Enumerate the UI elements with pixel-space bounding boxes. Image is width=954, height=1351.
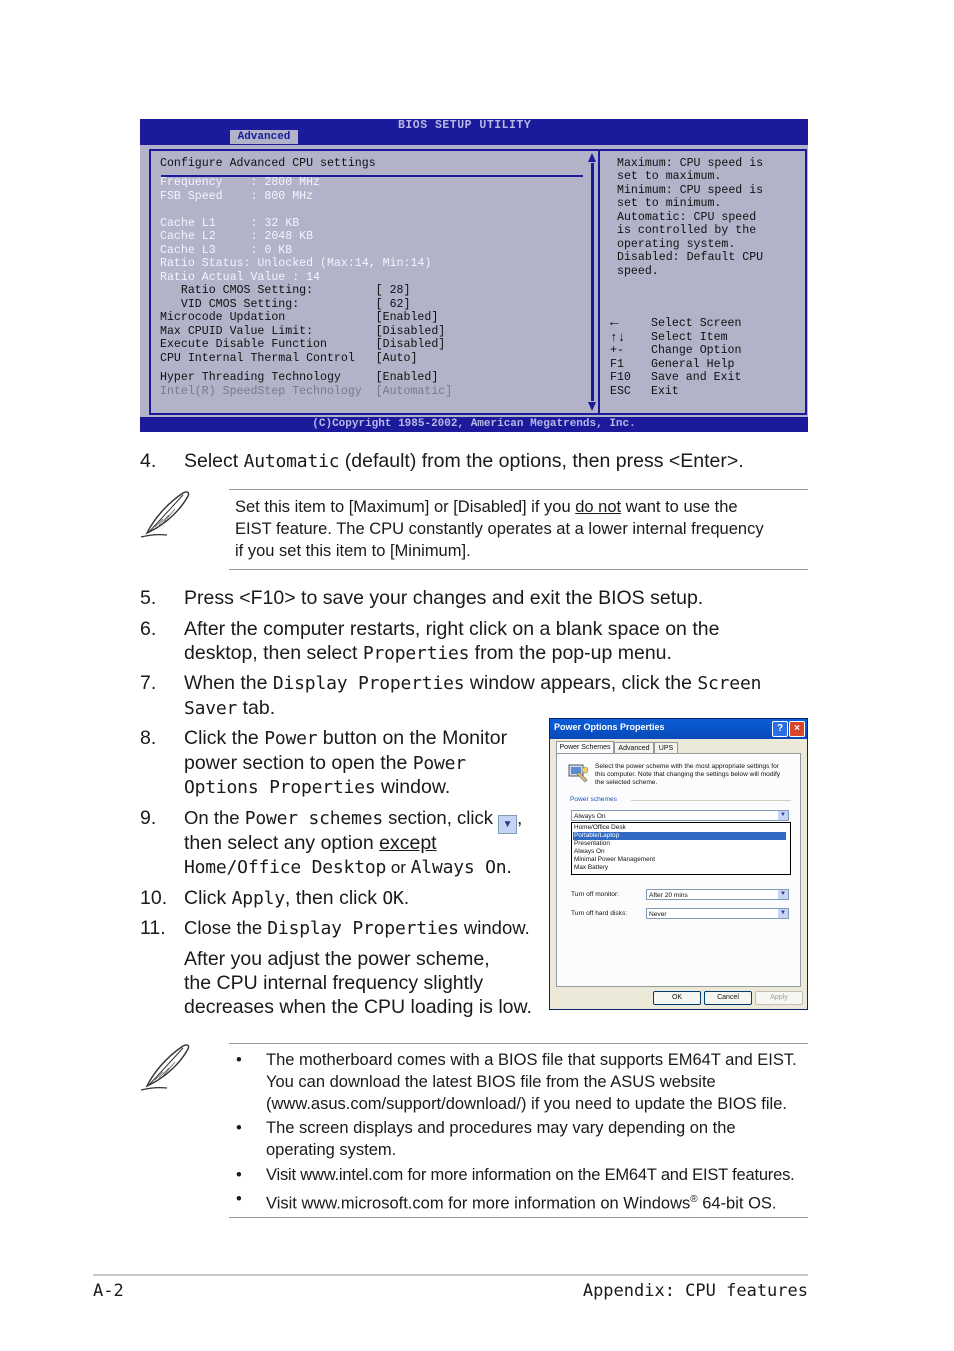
bios-line-cache-l1: Cache L1 : 32 KB bbox=[160, 217, 300, 230]
footer-section-title: Appendix: CPU features bbox=[582, 1281, 808, 1301]
tab-power-schemes[interactable]: Power Schemes bbox=[556, 741, 614, 755]
step-9-line-2 bbox=[184, 831, 437, 856]
option-name: Automatic bbox=[243, 451, 340, 472]
text: On the bbox=[184, 807, 245, 828]
monitor-timeout-select[interactable] bbox=[646, 889, 789, 900]
key-desc: Exit bbox=[651, 385, 679, 398]
text: Close the bbox=[184, 917, 268, 938]
text: (default) from the options, then press <Enter>. bbox=[339, 450, 744, 472]
footer-rule bbox=[93, 1274, 808, 1276]
text: Click bbox=[184, 887, 232, 909]
step-10 bbox=[184, 886, 409, 912]
note-2-line: operating system. bbox=[266, 1141, 397, 1159]
bios-help-line: Disabled: Default CPU bbox=[617, 251, 764, 264]
bios-title: BIOS SETUP UTILITY bbox=[398, 119, 532, 132]
text: button on the Monitor bbox=[317, 727, 508, 749]
bios-help-line: Minimum: CPU speed is bbox=[617, 184, 764, 197]
bios-title-bar bbox=[140, 119, 808, 145]
step-8-line-2 bbox=[184, 751, 466, 777]
section-name: Power schemes bbox=[244, 808, 383, 829]
text: window. bbox=[375, 776, 451, 798]
text: or bbox=[386, 858, 411, 877]
bios-line-hyper-threading[interactable]: Hyper Threading Technology [Enabled] bbox=[160, 371, 439, 384]
step-number: 7. bbox=[140, 672, 157, 694]
bios-line-ratio-actual: Ratio Actual Value : 14 bbox=[160, 271, 321, 284]
bios-line-ratio-status: Ratio Status: Unlocked (Max:14, Min:14) bbox=[160, 257, 432, 270]
step-number: 5. bbox=[140, 587, 157, 609]
hard-disks-label: Turn off hard disks: bbox=[571, 910, 628, 917]
step-6-line-2 bbox=[184, 641, 672, 667]
dialog-title-bar bbox=[550, 719, 807, 739]
dropdown-arrow-icon[interactable]: ▼ bbox=[778, 890, 788, 899]
step-8-line-1 bbox=[184, 726, 507, 752]
key-label: F1 bbox=[610, 358, 624, 371]
list-option[interactable]: Presentation bbox=[574, 840, 610, 847]
selected-value: Always On bbox=[574, 813, 606, 820]
window-name: Options Properties bbox=[184, 777, 376, 798]
after-text-line: decreases when the CPU loading is low. bbox=[184, 996, 532, 1018]
step-8-line-3 bbox=[184, 775, 450, 801]
note-1-line-2: EIST feature. The CPU constantly operates at a lower internal frequency bbox=[235, 520, 764, 538]
note-bottom-rule bbox=[229, 1217, 808, 1218]
key-label: ESC bbox=[610, 385, 631, 398]
text: Select bbox=[184, 450, 244, 472]
button-name: Apply bbox=[231, 888, 285, 909]
bios-line-speedstep[interactable]: Intel(R) SpeedStep Technology [Automatic] bbox=[160, 385, 453, 398]
selected-value: Never bbox=[649, 911, 667, 918]
note-2-line: The motherboard comes with a BIOS file that supports EM64T and EIST. bbox=[266, 1051, 797, 1069]
bios-help-line: set to maximum. bbox=[617, 170, 722, 183]
close-icon[interactable]: × bbox=[789, 721, 805, 737]
text: 64-bit OS. bbox=[697, 1194, 777, 1213]
registered-mark: ® bbox=[690, 1194, 698, 1205]
text: window. bbox=[458, 917, 530, 938]
up-down-arrow-icon: ↑↓ bbox=[610, 330, 626, 345]
bios-screenshot bbox=[140, 119, 808, 432]
scroll-down-arrow-icon[interactable] bbox=[588, 402, 596, 411]
option-name: Home/Office Desktop bbox=[184, 857, 387, 878]
power-scheme-dropdown-list[interactable] bbox=[571, 822, 791, 875]
step-number: 8. bbox=[140, 727, 157, 749]
step-6-line-1: After the computer restarts, right click on a blank space on the bbox=[184, 618, 720, 640]
note-2-line: The screen displays and procedures may vary depending on the bbox=[266, 1119, 736, 1137]
step-number: 6. bbox=[140, 618, 157, 640]
list-option-selected[interactable]: Portable/Laptop bbox=[573, 832, 786, 840]
dialog-desc-line: this computer. Note that changing the settings below will modify bbox=[595, 771, 781, 778]
bios-scrollbar[interactable] bbox=[588, 153, 597, 411]
power-schemes-group-label: Power schemes bbox=[570, 796, 617, 803]
bios-line-microcode[interactable]: Microcode Updation [Enabled] bbox=[160, 311, 439, 324]
step-5: Press <F10> to save your changes and exit the BIOS setup. bbox=[184, 587, 704, 609]
text: window appears, click the bbox=[464, 672, 698, 694]
text: . bbox=[506, 856, 512, 878]
bios-settings-pane bbox=[149, 149, 600, 415]
tab-name: Screen bbox=[697, 673, 762, 694]
list-option[interactable]: Always On bbox=[574, 848, 605, 855]
step-number: 9. bbox=[140, 807, 157, 829]
window-name: Power bbox=[412, 753, 466, 774]
text: Click the bbox=[184, 727, 265, 749]
list-option[interactable]: Minimal Power Management bbox=[574, 856, 655, 863]
note-2-line bbox=[266, 1189, 777, 1215]
note-2-line: Visit www.intel.com for more information on the EM64T and EIST features. bbox=[266, 1166, 795, 1184]
bios-line-max-cpuid[interactable]: Max CPUID Value Limit: [Disabled] bbox=[160, 325, 446, 338]
window-name: Display Properties bbox=[272, 673, 465, 694]
bullet: • bbox=[236, 1119, 242, 1137]
text: When the bbox=[184, 672, 273, 694]
text: Visit www.microsoft.com for more information on Windows bbox=[266, 1194, 691, 1213]
key-label: F10 bbox=[610, 371, 631, 384]
apply-button[interactable]: Apply bbox=[755, 991, 803, 1005]
emphasis: except bbox=[379, 832, 437, 854]
help-icon[interactable]: ? bbox=[772, 721, 788, 737]
note-top-rule bbox=[229, 1043, 808, 1044]
tab-name: Saver bbox=[184, 698, 238, 719]
bullet: • bbox=[236, 1190, 242, 1208]
list-option[interactable]: Home/Office Desk bbox=[574, 824, 626, 831]
note-top-rule bbox=[229, 489, 808, 490]
scroll-track bbox=[591, 163, 594, 401]
monitor-label: Turn off monitor: bbox=[571, 891, 620, 898]
bios-line-vid-cmos[interactable]: VID CMOS Setting: [ 62] bbox=[160, 298, 411, 311]
tab-ups[interactable]: UPS bbox=[654, 742, 678, 754]
window-name: Display Properties bbox=[267, 918, 459, 939]
note-feather-icon bbox=[139, 487, 193, 541]
bios-line-fsb: FSB Speed : 800 MHz bbox=[160, 190, 314, 203]
bios-copyright-bar: (C)Copyright 1985-2002, American Megatrends, Inc. bbox=[140, 417, 808, 432]
bios-line-execute-disable[interactable]: Execute Disable Function [Disabled] bbox=[160, 338, 446, 351]
power-scheme-select[interactable] bbox=[571, 810, 789, 821]
text: section, click bbox=[382, 807, 499, 828]
key-desc: Save and Exit bbox=[651, 371, 742, 384]
after-text-line: the CPU internal frequency slightly bbox=[184, 972, 484, 994]
step-4 bbox=[184, 449, 744, 475]
note-1-line-1 bbox=[235, 497, 738, 519]
note-bottom-rule bbox=[229, 569, 808, 570]
text: then select any option bbox=[184, 832, 380, 854]
cancel-button[interactable]: Cancel bbox=[704, 991, 752, 1005]
bios-help-pane bbox=[598, 149, 807, 415]
note-2-line: You can download the latest BIOS file from the ASUS website bbox=[266, 1073, 716, 1091]
key-desc: Change Option bbox=[651, 344, 742, 357]
button-name: Power bbox=[264, 728, 318, 749]
power-scheme-icon bbox=[565, 762, 591, 786]
text: from the pop-up menu. bbox=[469, 642, 672, 664]
left-arrow-icon: ← bbox=[610, 315, 619, 331]
key-label: +- bbox=[610, 344, 624, 357]
step-7-line-2 bbox=[184, 696, 275, 722]
bios-line-thermal-control[interactable]: CPU Internal Thermal Control [Auto] bbox=[160, 352, 418, 365]
note-feather-icon bbox=[139, 1040, 193, 1094]
key-desc: Select Screen bbox=[651, 317, 742, 330]
dropdown-arrow-icon: ▼ bbox=[498, 815, 517, 834]
text: . bbox=[403, 887, 410, 909]
text: , then click bbox=[284, 887, 383, 909]
step-7-line-1 bbox=[184, 671, 761, 697]
step-number: 4. bbox=[140, 450, 157, 472]
bios-line-cache-l3: Cache L3 : 0 KB bbox=[160, 244, 293, 257]
group-rule bbox=[631, 800, 791, 801]
text: want to use the bbox=[621, 498, 738, 516]
bios-line-cache-l2: Cache L2 : 2048 KB bbox=[160, 230, 314, 243]
dropdown-arrow-icon[interactable]: ▼ bbox=[778, 909, 788, 918]
dialog-title: Power Options Properties bbox=[554, 722, 665, 732]
bios-help-line: Maximum: CPU speed is bbox=[617, 157, 764, 170]
note-1-line-3: if you set this item to [Minimum]. bbox=[235, 542, 471, 560]
bios-help-line: operating system. bbox=[617, 238, 736, 251]
bullet: • bbox=[236, 1051, 242, 1069]
bios-help-line: Automatic: CPU speed bbox=[617, 211, 757, 224]
selected-value: After 20 mins bbox=[649, 892, 688, 899]
after-text-line: After you adjust the power scheme, bbox=[184, 948, 490, 970]
dropdown-arrow-icon[interactable]: ▼ bbox=[778, 811, 788, 820]
step-number: 11. bbox=[140, 917, 166, 939]
button-name: OK bbox=[382, 888, 404, 909]
power-options-dialog bbox=[549, 718, 808, 1010]
text: tab. bbox=[237, 697, 276, 719]
dialog-desc-line: Select the power scheme with the most appropriate settings for bbox=[595, 763, 779, 770]
step-9-line-3 bbox=[184, 855, 512, 881]
text: desktop, then select bbox=[184, 642, 363, 664]
page-number: A-2 bbox=[93, 1281, 124, 1301]
tab-advanced[interactable]: Advanced bbox=[614, 742, 654, 754]
bios-line-frequency: Frequency : 2800 MHz bbox=[160, 176, 321, 189]
emphasis: do not bbox=[575, 498, 622, 516]
bios-heading: Configure Advanced CPU settings bbox=[160, 157, 376, 170]
option-name: Always On bbox=[410, 857, 507, 878]
step-9-line-1 bbox=[184, 806, 522, 834]
step-11 bbox=[184, 916, 530, 942]
key-desc: General Help bbox=[651, 358, 735, 371]
bios-line-ratio-cmos[interactable]: Ratio CMOS Setting: [ 28] bbox=[160, 284, 411, 297]
dialog-desc-line: the selected scheme. bbox=[595, 779, 658, 786]
bios-tab-advanced[interactable]: Advanced bbox=[230, 130, 298, 144]
step-number: 10. bbox=[140, 887, 168, 909]
menu-name: Properties bbox=[362, 643, 470, 664]
text: Set this item to [Maximum] or [Disabled] if you bbox=[235, 498, 576, 516]
note-2-line: (www.asus.com/support/download/) if you need to update the BIOS file. bbox=[266, 1095, 787, 1113]
bullet: • bbox=[236, 1166, 242, 1184]
list-option[interactable]: Max Battery bbox=[574, 864, 609, 871]
text: , bbox=[517, 807, 523, 828]
scroll-up-arrow-icon[interactable] bbox=[588, 153, 596, 162]
ok-button[interactable]: OK bbox=[653, 991, 701, 1005]
hard-disk-timeout-select[interactable] bbox=[646, 908, 789, 919]
bios-help-line: speed. bbox=[617, 265, 659, 278]
bios-help-line: is controlled by the bbox=[617, 224, 757, 237]
bios-help-line: set to minimum. bbox=[617, 197, 722, 210]
text: power section to open the bbox=[184, 752, 413, 774]
key-desc: Select Item bbox=[651, 331, 728, 344]
